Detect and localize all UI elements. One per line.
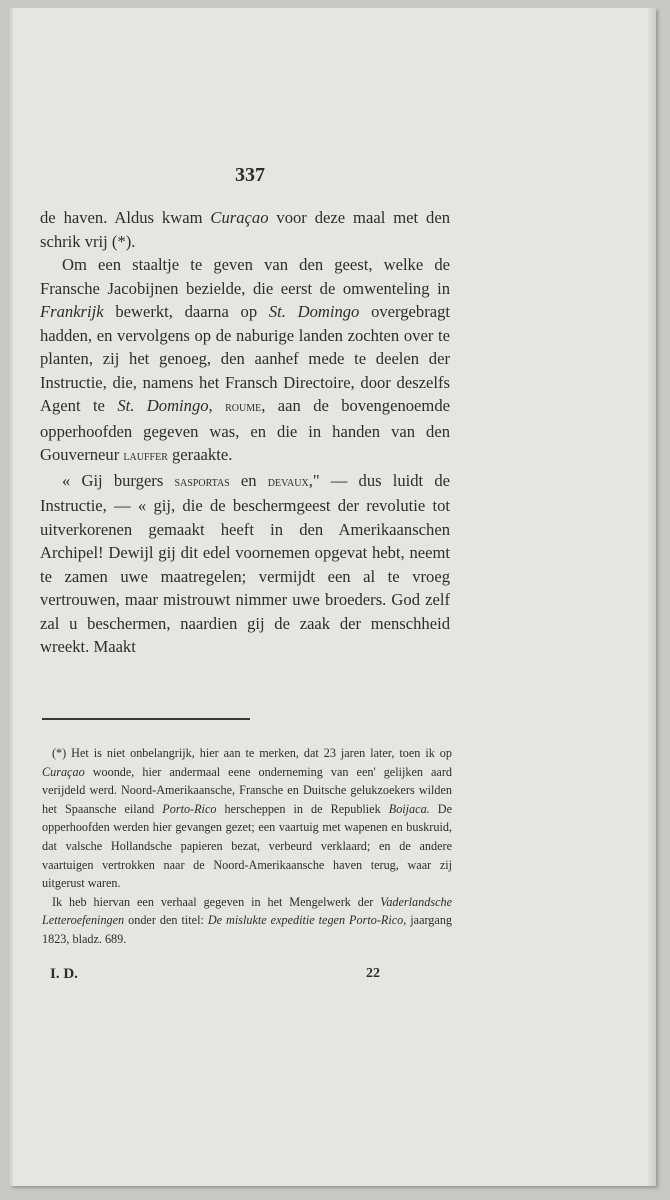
italic-run: St. Domingo xyxy=(268,302,360,321)
italic-run: St. Domingo xyxy=(117,396,209,415)
smallcaps-run: lauffer xyxy=(123,449,168,464)
italic-run: Curaçao xyxy=(210,208,269,227)
gathering-number: 22 xyxy=(366,966,380,981)
italic-run: Boijaca. xyxy=(388,801,430,816)
signature-mark: I. D. xyxy=(50,966,78,982)
page-number: 337 xyxy=(235,164,265,186)
footnote-2: Ik heb hiervan een verhaal gegeven in het Mengelwerk der Vaderlandsche Letteroefeningen onder den titel: De mislukte expeditie tegen Porto-Rico, jaargang 1823, bladz. 689. xyxy=(42,894,453,946)
italic-run: De mislukte expeditie tegen Porto-Rico xyxy=(207,913,404,928)
smallcaps-run: sasportas xyxy=(174,474,230,490)
book-page xyxy=(10,8,656,1186)
footnote-1: (*) Het is niet onbelangrijk, hier aan te merken, dat 23 jaren later, toen ik op Curaçao woonde, hier andermaal eene onderneming van een' gelijken aard verijdeld werd. Noord-Amerikaansche, Fransche en Duitsche gelukzoekers wilden het Spaansche eiland Porto-Rico herscheppen in de Republiek Boijaca. De opperhoofden werden hier gevangen gezet; een vaartuig met wapenen en buskruid, dat valsche Hollandsche papieren bezat, verbeurd verklaard; en de andere vaartuigen vertrokken naar de Noord-Amerikaansche haven terug, waar zij uitgerust waren. xyxy=(42,746,452,891)
footnotes xyxy=(42,744,452,949)
paragraph-3: « Gij burgers sasportas en devaux," — dus luidt de Instructie, — « gij, die de beschermgeest der revolutie tot uitverkorenen gemaakt heeft in den Amerikaanschen Archipel! Dewijl gij dit edel voornemen opgevat hebt, neemt te zamen uwe maatregelen; vermijdt een al te vroeg vertrouwen, maar mistrouwt nimmer uwe broeders. God zelf zal u beschermen, naardien gij de zaak der menschheid wreekt. Maakt xyxy=(40,470,450,656)
footnote-rule xyxy=(42,718,250,720)
italic-run: Vaderlandsche Letteroefeningen xyxy=(42,894,452,928)
smallcaps-run: roume xyxy=(225,400,262,415)
smallcaps-run: devaux xyxy=(267,474,309,490)
paragraph-2: Om een staaltje te geven van den geest, welke de Fransche Jacobijnen bezielde, die eerst de omwenteling in Frankrijk bewerkt, daarna op St. Domingo overgebragt hadden, en vervolgens op de naburige landen zochten over te planten, zij het genoeg, den aanhef mede te deelen der Instructie, die, namens het Fransch Directoire, door deszelfs Agent te St. Domingo, roume, aan de bovengenoemde opperhoofden gegeven was, en die in handen van den Gouverneur lauffer geraakte. xyxy=(40,255,451,464)
paragraph-1: de haven. Aldus kwam Curaçao voor deze maal met den schrik vrij (*). xyxy=(40,208,450,251)
italic-run: Curaçao xyxy=(42,764,85,779)
italic-run: Frankrijk xyxy=(40,302,104,321)
main-text xyxy=(40,206,450,659)
italic-run: Porto-Rico xyxy=(162,801,217,816)
